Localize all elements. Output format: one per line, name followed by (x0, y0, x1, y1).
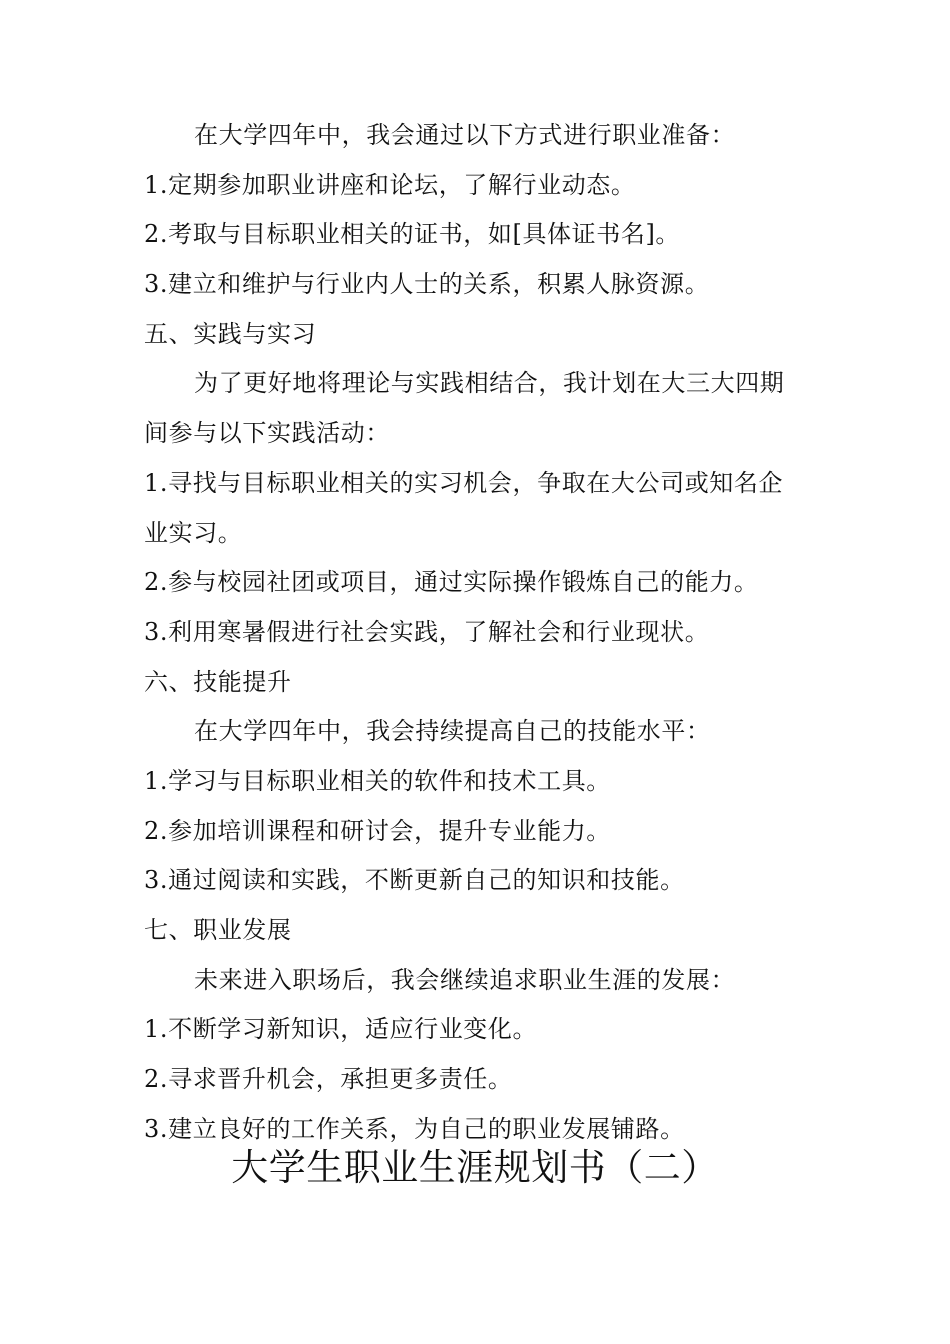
list-item-skills-1: 1.学习与目标职业相关的软件和技术工具。 (144, 766, 611, 795)
document-title: 大学生职业生涯规划书（二） (231, 1146, 719, 1189)
section-heading-skills: 六、技能提升 (144, 667, 292, 696)
list-item-development-3: 3.建立良好的工作关系，为自己的职业发展铺路。 (144, 1114, 685, 1143)
list-item-preparation-1: 1.定期参加职业讲座和论坛，了解行业动态。 (144, 170, 636, 199)
list-item-development-2: 2.寻求晋升机会，承担更多责任。 (144, 1065, 513, 1094)
paragraph-intro-preparation: 在大学四年中，我会通过以下方式进行职业准备： (194, 121, 736, 149)
paragraph-intro-practice: 为了更好地将理论与实践相结合，我计划在大三大四期 (194, 369, 785, 398)
list-item-skills-2: 2.参加培训课程和研讨会，提升专业能力。 (144, 816, 611, 845)
section-heading-practice: 五、实践与实习 (144, 319, 317, 348)
list-item-skills-3: 3.通过阅读和实践，不断更新自己的知识和技能。 (144, 866, 685, 895)
paragraph-intro-skills: 在大学四年中，我会持续提高自己的技能水平： (194, 717, 711, 746)
list-item-preparation-3: 3.建立和维护与行业内人士的关系，积累人脉资源。 (144, 270, 710, 299)
list-item-preparation-2: 2.考取与目标职业相关的证书，如[具体证书名]。 (144, 220, 681, 249)
list-item-practice-3: 3.利用寒暑假进行社会实践，了解社会和行业现状。 (144, 617, 710, 646)
list-item-practice-2: 2.参与校园社团或项目，通过实际操作锻炼自己的能力。 (144, 568, 759, 597)
paragraph-intro-practice-continued: 间参与以下实践活动： (144, 419, 390, 448)
document-body (144, 111, 824, 1154)
list-item-development-1: 1.不断学习新知识，适应行业变化。 (144, 1015, 538, 1044)
section-heading-development: 七、职业发展 (144, 916, 292, 944)
list-item-practice-1-continued: 业实习。 (144, 518, 243, 547)
paragraph-intro-development: 未来进入职场后，我会继续追求职业生涯的发展： (194, 965, 736, 994)
list-item-practice-1: 1.寻找与目标职业相关的实习机会，争取在大公司或知名企 (144, 468, 784, 497)
